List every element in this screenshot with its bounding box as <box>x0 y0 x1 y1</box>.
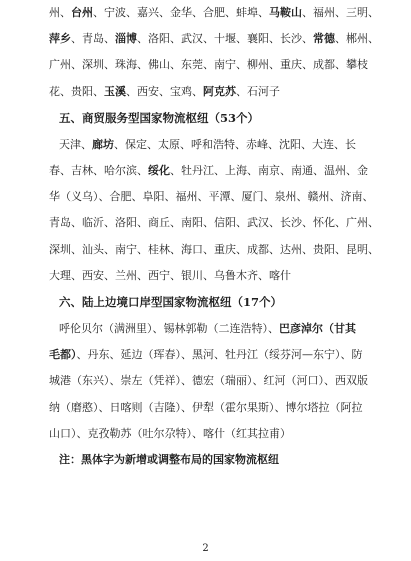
text-line <box>49 186 383 208</box>
text: 花、贵阳、 <box>49 85 104 98</box>
text: 春、吉林、哈尔滨、 <box>49 164 148 177</box>
text: 深圳、汕头、南宁、桂林、海口、重庆、成都、达州、贵阳、昆明、 <box>49 243 379 256</box>
text: 、青岛、 <box>71 32 115 45</box>
bold-text: 淄博 <box>115 32 137 45</box>
bold-text: 绥化 <box>148 164 170 177</box>
text: 、洛阳、武汉、十堰、襄阳、长沙、 <box>137 32 313 45</box>
text-line <box>49 344 383 366</box>
text: 天津、 <box>59 138 92 151</box>
text-line <box>49 54 383 76</box>
bold-text: 阿克苏 <box>203 85 236 98</box>
text: 山口）、克孜勒苏（吐尔尕特）、喀什（红其拉甫） <box>49 427 291 440</box>
text: 、丹东、延边（珲春）、黑河、牡丹江（绥芬河—东宁）、防 <box>76 348 363 361</box>
text: 、西安、宝鸡、 <box>126 85 203 98</box>
bold-text: 台州 <box>71 6 93 19</box>
text-line <box>49 370 383 392</box>
text: 呼伦贝尔（满洲里）、锡林郭勒（二连浩特）、 <box>59 322 279 335</box>
text: 纳（磨憨）、日喀则（吉隆）、伊犁（霍尔果斯）、博尔塔拉（阿拉 <box>49 401 363 414</box>
text-line <box>49 265 383 287</box>
text: 华（义乌）、合肥、阜阳、福州、平潭、厦门、泉州、赣州、济南、 <box>49 190 374 203</box>
bold-text: 廊坊 <box>92 138 114 151</box>
text-line <box>49 160 383 182</box>
text: 、保定、太原、呼和浩特、赤峰、沈阳、大连、长 <box>114 138 356 151</box>
bold-text: 注：黑体字为新增或调整布局的国家物流枢纽 <box>59 453 279 466</box>
bold-text: 毛都） <box>49 348 77 361</box>
bold-text: 马鞍山 <box>269 6 302 19</box>
section-heading <box>59 107 383 129</box>
text: 、牡丹江、上海、南京、南通、温州、金 <box>170 164 368 177</box>
text-line <box>49 212 383 234</box>
text-line <box>49 81 383 103</box>
text-line <box>49 2 383 24</box>
text-line <box>49 423 383 445</box>
text: 大理、西安、兰州、西宁、银川、乌鲁木齐、喀什 <box>49 269 291 282</box>
text-line <box>49 28 383 50</box>
bold-text: 常德 <box>313 32 335 45</box>
footnote <box>59 449 383 471</box>
text: 、宁波、嘉兴、金华、合肥、蚌埠、 <box>93 6 269 19</box>
text-line <box>49 239 383 261</box>
bold-text: 巴彦淖尔（甘其 <box>279 322 356 335</box>
text: 广州、深圳、珠海、佛山、东莞、南宁、柳州、重庆、成都、攀枝 <box>49 58 368 71</box>
section-heading <box>59 291 383 313</box>
text: 州、 <box>49 6 71 19</box>
text: 、郴州、 <box>335 32 379 45</box>
text-line <box>59 134 383 156</box>
text: 城港（东兴）、崇左（凭祥）、德宏（瑞丽）、红河（河口）、西双版 <box>49 374 368 387</box>
text: 青岛、临沂、洛阳、商丘、南阳、信阳、武汉、长沙、怀化、广州、 <box>49 216 379 229</box>
bold-text: 六、陆上边境口岸型国家物流枢纽（17个） <box>59 295 283 309</box>
text: 、福州、三明、 <box>302 6 379 19</box>
text-line <box>59 318 383 340</box>
bold-text: 萍乡 <box>49 32 71 45</box>
bold-text: 五、商贸服务型国家物流枢纽（53个） <box>59 111 260 125</box>
text-line <box>49 397 383 419</box>
text: 、石河子 <box>236 85 280 98</box>
bold-text: 玉溪 <box>104 85 126 98</box>
page-number: 2 <box>202 543 209 554</box>
